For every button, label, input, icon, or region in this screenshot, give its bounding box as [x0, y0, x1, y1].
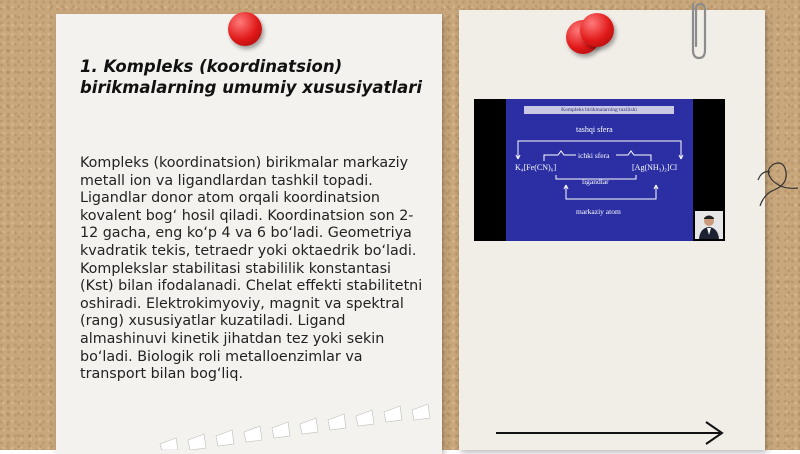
presenter-thumbnail — [695, 211, 723, 239]
slide-paragraph: Kompleks (koordinatsion) birikmalar markaziy metall ion va ligandlardan tashkil topadi. Ligandlar donor atom orqali koordinatsion kovalent bog‘ hosil qiladi. Koordinatsion son 2-12 gacha, eng ko‘p 4 va 6 bo‘ladi. Geometriya kvadratik tekis, tetraedr yoki oktaedrik bo‘ladi. Komplekslar stabilitasi stabililik konstantasi (Kst) bilan ifodalanadi. Chelat effekti stabilitetni oshiradi. Elektrokimyoviy, magnit va spektral (rang) xususiyatlar kuzatiladi. Ligand almashinuvi kinetik jihatdan tez yoki sekin bo‘ladi. Biologik roli metalloenzimlar va transport bilan bog‘liq. — [80, 155, 423, 383]
arrow-right-icon — [494, 418, 726, 448]
push-pin-icon — [228, 12, 262, 46]
outer-sphere-label: tashqi sfera — [576, 125, 613, 134]
video-title-bar: Kompleks birikmalarning tuzilishi — [524, 106, 674, 114]
diagram-lines — [506, 99, 693, 241]
video-slide — [506, 99, 693, 241]
slide-title: 1. Kompleks (koordinatsion) birikmalarning umumiy xususiyatlari — [80, 57, 423, 97]
push-pin-icon — [580, 13, 614, 47]
doodle-curl-icon — [752, 150, 800, 206]
paper-clip-icon — [683, 0, 713, 62]
ligands-label: ligandlar — [582, 177, 609, 186]
inner-sphere-label: ichki sfera — [578, 151, 610, 160]
formula-right: [Ag(NH₃)₂]Cl — [632, 163, 678, 172]
formula-left: K₄[Fe(CN)₆] — [515, 163, 557, 172]
torn-paper-edge — [150, 404, 440, 450]
central-atom-label: markaziy atom — [576, 207, 621, 216]
video-player[interactable] — [474, 99, 725, 241]
